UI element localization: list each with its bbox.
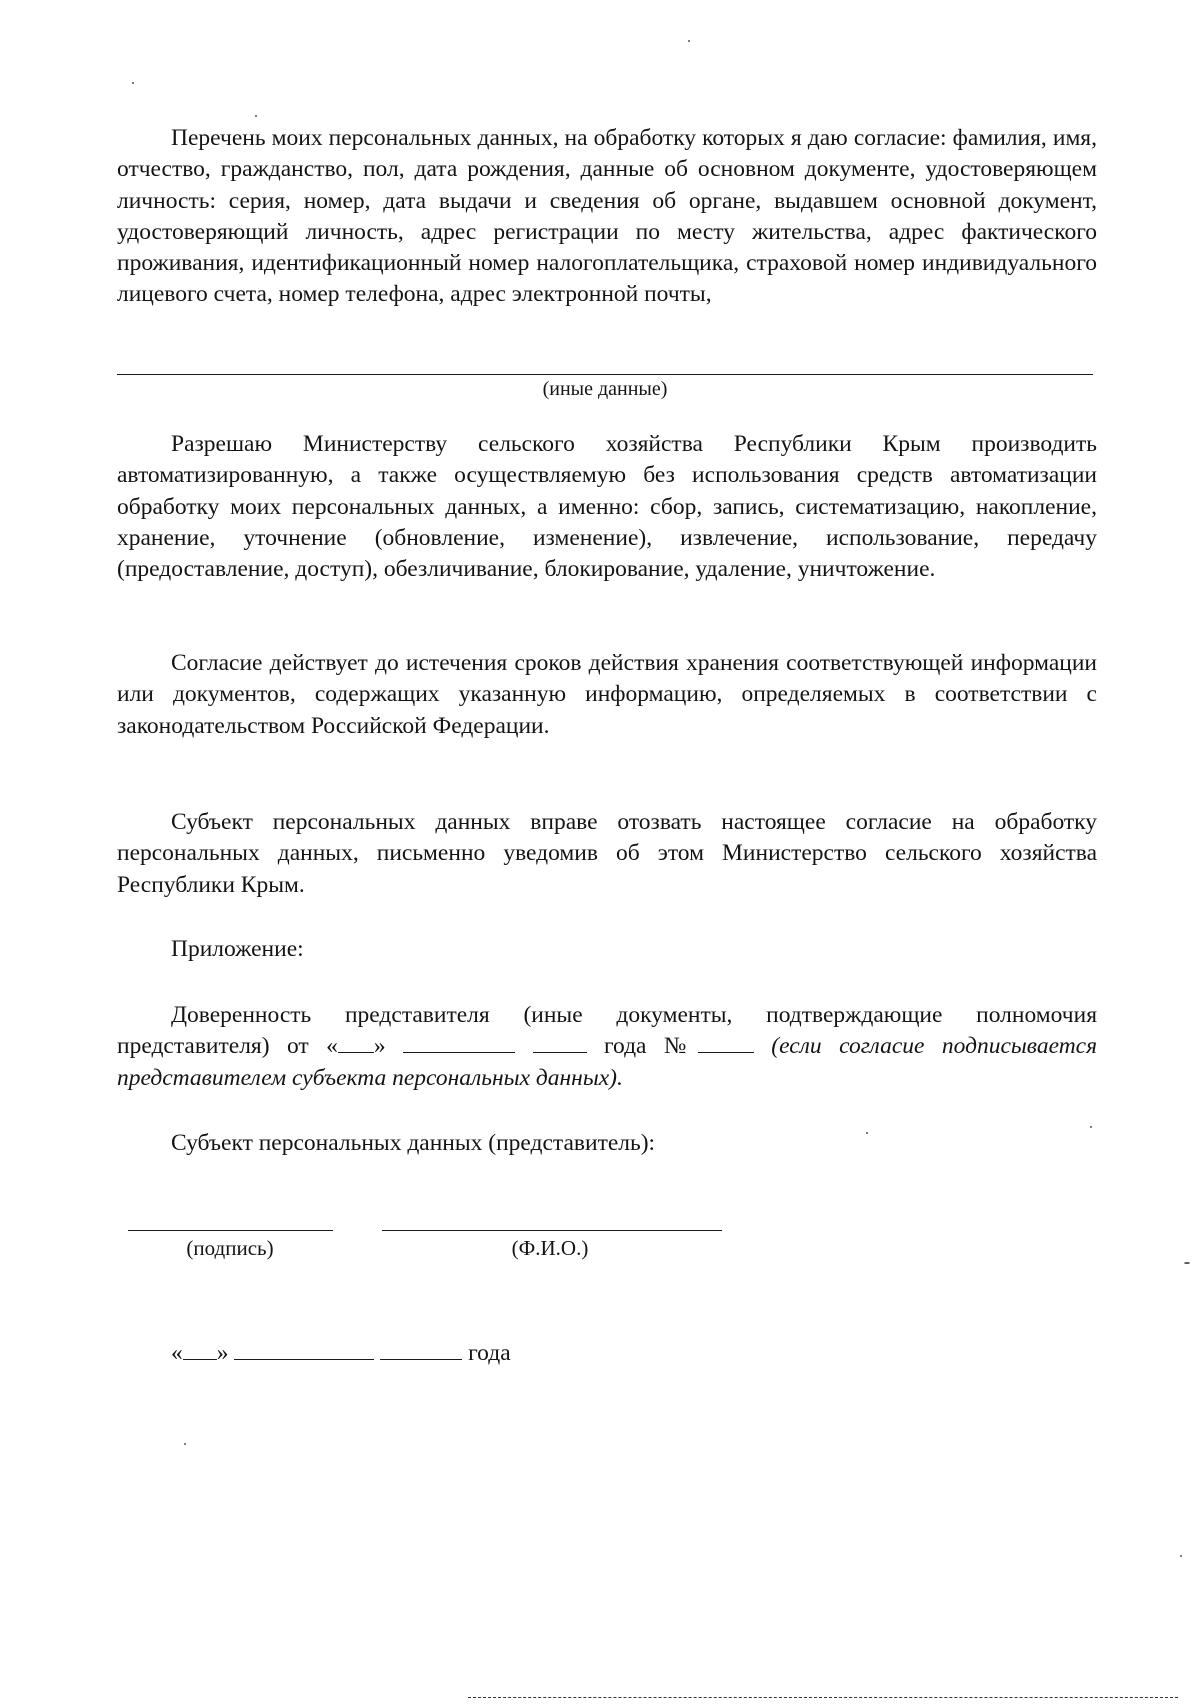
- signature-heading: Субъект персональных данных (представитель):: [171, 1130, 656, 1156]
- other-data-line: [117, 374, 1093, 375]
- date-year-word: года: [468, 1340, 511, 1366]
- attachment-paragraph: [117, 1000, 1097, 1094]
- attachment-italic-note: (если согласие подписывается представителем субъекта персональных данных).: [117, 1033, 1098, 1091]
- scan-speck: [688, 40, 690, 42]
- date-year-blank[interactable]: [380, 1339, 462, 1360]
- personal-data-list-paragraph: Перечень моих персональных данных, на обработку которых я даю согласие: фамилия, имя, отчество, гражданство, пол, дата рождения, данные об основном документе, удостоверяющем личность: серия, номер, дата выдачи и сведения об органе, выдавшем основной документ, удостоверяющий личность, адрес регистрации по месту жительства, адрес фактического проживания, идентификационный номер налогоплательщика, страховой номер индивидуального лицевого счета, номер телефона, адрес электронной почты,: [117, 125, 1097, 308]
- revocation-paragraph: Субъект персональных данных вправе отозвать настоящее согласие на обработку персональных данных, письменно уведомив об этом Министерство сельского хозяйства Республики Крым.: [117, 809, 1097, 898]
- date-close-quote: »: [216, 1340, 229, 1366]
- year-blank[interactable]: [533, 1032, 587, 1053]
- attachment-year-number: года №: [603, 1033, 698, 1060]
- scan-speck: [184, 1443, 186, 1445]
- date-day-blank[interactable]: [183, 1339, 217, 1360]
- name-line[interactable]: [382, 1230, 722, 1231]
- date-line: [171, 1338, 511, 1369]
- attachment-quote-close: »: [373, 1033, 386, 1060]
- permission-paragraph: Разрешаю Министерству сельского хозяйства Республики Крым производить автоматизированную, а также осуществляемую без использования средств автоматизации обработку моих персональных данных, а именно: сбор, запись, систематизацию, накопление, хранение, уточнение (обновление, изменение), извлечение, использование, передачу (предоставление, доступ), обезличивание, блокирование, удаление, уничтожение.: [117, 431, 1097, 583]
- date-month-blank[interactable]: [234, 1339, 374, 1360]
- bottom-scan-line: [468, 1697, 1178, 1698]
- signature-line[interactable]: [128, 1230, 333, 1231]
- scan-speck: [255, 115, 257, 117]
- name-caption: (Ф.И.О.): [511, 1236, 589, 1260]
- day-blank[interactable]: [338, 1032, 374, 1053]
- scan-speck: [1180, 1555, 1182, 1557]
- number-blank[interactable]: [698, 1032, 754, 1053]
- attachment-heading: Приложение:: [171, 936, 304, 962]
- date-open-quote: «: [171, 1340, 183, 1366]
- month-blank[interactable]: [403, 1032, 515, 1053]
- scan-speck: [866, 1132, 868, 1134]
- scan-speck: [132, 82, 134, 84]
- signature-caption: (подпись): [186, 1236, 274, 1260]
- attachment-text-start: Доверенность представителя (иные документы, подтверждающие полномочия представителя) от «: [117, 1002, 1097, 1060]
- scan-speck: [1184, 1262, 1190, 1264]
- other-data-caption: (иные данные): [542, 378, 668, 400]
- validity-paragraph: Согласие действует до истечения сроков действия хранения соответствующей информации или документов, содержащих указанную информацию, определяемых в соответствии с законодательством Российской Федерации.: [117, 650, 1097, 739]
- scan-speck: [1090, 1126, 1092, 1128]
